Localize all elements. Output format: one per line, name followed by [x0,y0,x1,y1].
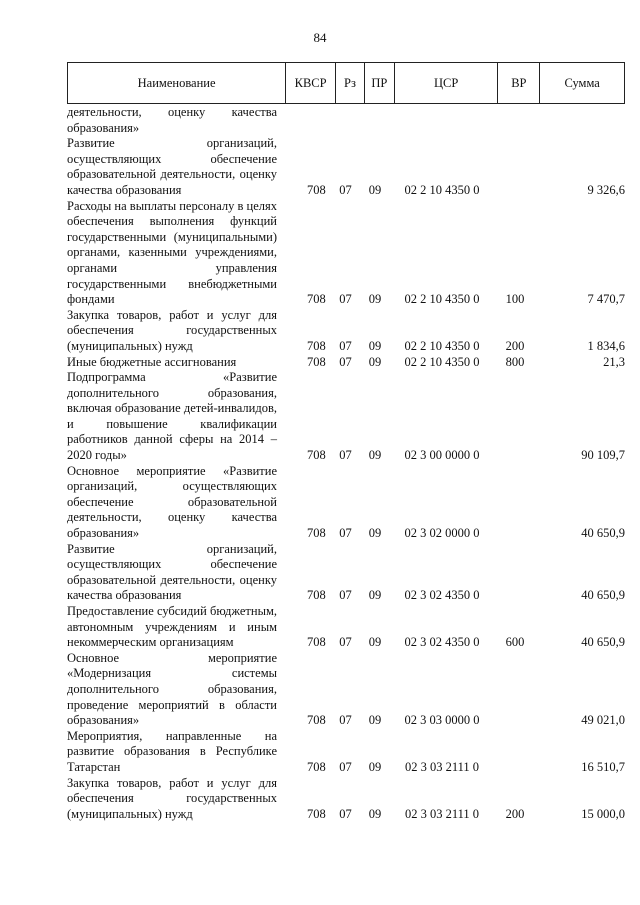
row-name: Закупка товаров, работ и услуг для обеспечения государственных (муниципальных) нужд [67,307,277,353]
row-kvsr: 708 [307,526,326,541]
table-row [67,729,625,776]
row-rz: 07 [339,588,352,603]
header-pr: ПР [364,63,394,103]
row-pr: 09 [368,448,382,463]
row-rz: 07 [339,759,352,774]
row-name: Закупка товаров, работ и услуг для обеспечения государственных (муниципальных) нужд [67,775,277,821]
row-sum: 15 000,0 [581,806,625,821]
row-pr: 09 [368,806,382,821]
row-kvsr: 708 [307,759,326,774]
row-kvsr: 708 [307,635,326,650]
row-name: Основное мероприятие «Модернизация системы дополнительного образования, проведение мероприятий в области образования» [67,650,277,728]
row-csr: 02 2 10 4350 0 [404,182,480,197]
table-row [67,604,625,651]
table-row [67,776,625,823]
row-name: Основное мероприятие «Развитие организаций, осуществляющих обеспечение образовательной деятельности, оценку качества образования» [67,463,277,541]
row-rz: 07 [339,182,352,197]
row-kvsr: 708 [307,588,326,603]
table-row [67,105,625,136]
row-pr: 09 [368,354,382,369]
row-csr: 02 3 02 4350 0 [404,588,480,603]
row-csr: 02 2 10 4350 0 [404,338,480,353]
header-csr: ЦСР [394,63,498,103]
header-kvsr: КВСР [285,63,335,103]
row-rz: 07 [339,713,352,728]
row-csr: 02 3 03 2111 0 [404,759,480,774]
table-row [67,370,625,464]
row-pr: 09 [368,338,382,353]
row-vr: 800 [505,354,525,369]
row-sum: 40 650,9 [581,526,625,541]
row-rz: 07 [339,635,352,650]
table-row [67,308,625,355]
row-name: Мероприятия, направленные на развитие образования в Республике Татарстан [67,728,277,774]
row-sum: 7 470,7 [587,292,625,307]
header-vr: ВР [497,63,539,103]
row-pr: 09 [368,759,382,774]
table-row [67,651,625,729]
row-pr: 09 [368,526,382,541]
row-vr: 200 [505,806,525,821]
row-csr: 02 2 10 4350 0 [404,354,480,369]
row-rz: 07 [339,806,352,821]
row-pr: 09 [368,182,382,197]
header-rz: Рз [335,63,364,103]
table-row [67,199,625,308]
header-sum: Сумма [539,63,624,103]
row-name: Развитие организаций, осуществляющих обеспечение образовательной деятельности, оценку качества образования [67,541,277,603]
row-kvsr: 708 [307,448,326,463]
row-pr: 09 [368,713,382,728]
row-kvsr: 708 [307,806,326,821]
row-kvsr: 708 [307,292,326,307]
row-kvsr: 708 [307,354,326,369]
row-sum: 40 650,9 [581,588,625,603]
row-csr: 02 3 02 0000 0 [404,526,480,541]
row-csr: 02 3 03 2111 0 [404,806,480,821]
row-kvsr: 708 [307,713,326,728]
row-name: Расходы на выплаты персоналу в целях обеспечения выполнения функций государственными (муниципальными) органами, казенными учреждениями, органами управления государственными внебюджетными фондами [67,198,277,307]
row-sum: 90 109,7 [581,448,625,463]
row-vr: 600 [505,635,525,650]
table-header [67,62,625,104]
row-csr: 02 3 02 4350 0 [404,635,480,650]
row-sum: 1 834,6 [587,338,625,353]
row-kvsr: 708 [307,182,326,197]
table-body [67,105,625,822]
row-name: деятельности, оценку качества образования» [67,105,277,135]
row-name: Иные бюджетные ассигнования [67,354,237,369]
row-name: Подпрограмма «Развитие дополнительного образования, включая образование детей-инвалидов, и повышение квалификации работников данной сферы на 2014 – 2020 годы» [67,370,277,463]
row-vr: 100 [505,292,525,307]
row-pr: 09 [368,635,382,650]
row-csr: 02 2 10 4350 0 [404,292,480,307]
row-kvsr: 708 [307,338,326,353]
row-rz: 07 [339,526,352,541]
row-name: Предоставление субсидий бюджетным, автономным учреждениям и иным некоммерческим организациям [67,604,277,650]
row-sum: 9 326,6 [587,182,625,197]
row-csr: 02 3 00 0000 0 [404,448,480,463]
table-row [67,355,625,371]
table-row [67,136,625,198]
row-pr: 09 [368,292,382,307]
row-rz: 07 [339,354,352,369]
row-pr: 09 [368,588,382,603]
row-vr: 200 [505,338,525,353]
row-rz: 07 [339,292,352,307]
table-row [67,542,625,604]
row-sum: 40 650,9 [581,635,625,650]
row-name: Развитие организаций, осуществляющих обеспечение образовательной деятельности, оценку качества образования [67,136,277,197]
table-row [67,464,625,542]
row-rz: 07 [339,338,352,353]
header-name: Наименование [137,75,216,90]
row-rz: 07 [339,448,352,463]
row-sum: 16 510,7 [581,759,625,774]
row-sum: 49 021,0 [581,713,625,728]
row-sum: 21,3 [603,354,625,369]
page-number: 84 [313,30,327,45]
row-csr: 02 3 03 0000 0 [404,713,480,728]
